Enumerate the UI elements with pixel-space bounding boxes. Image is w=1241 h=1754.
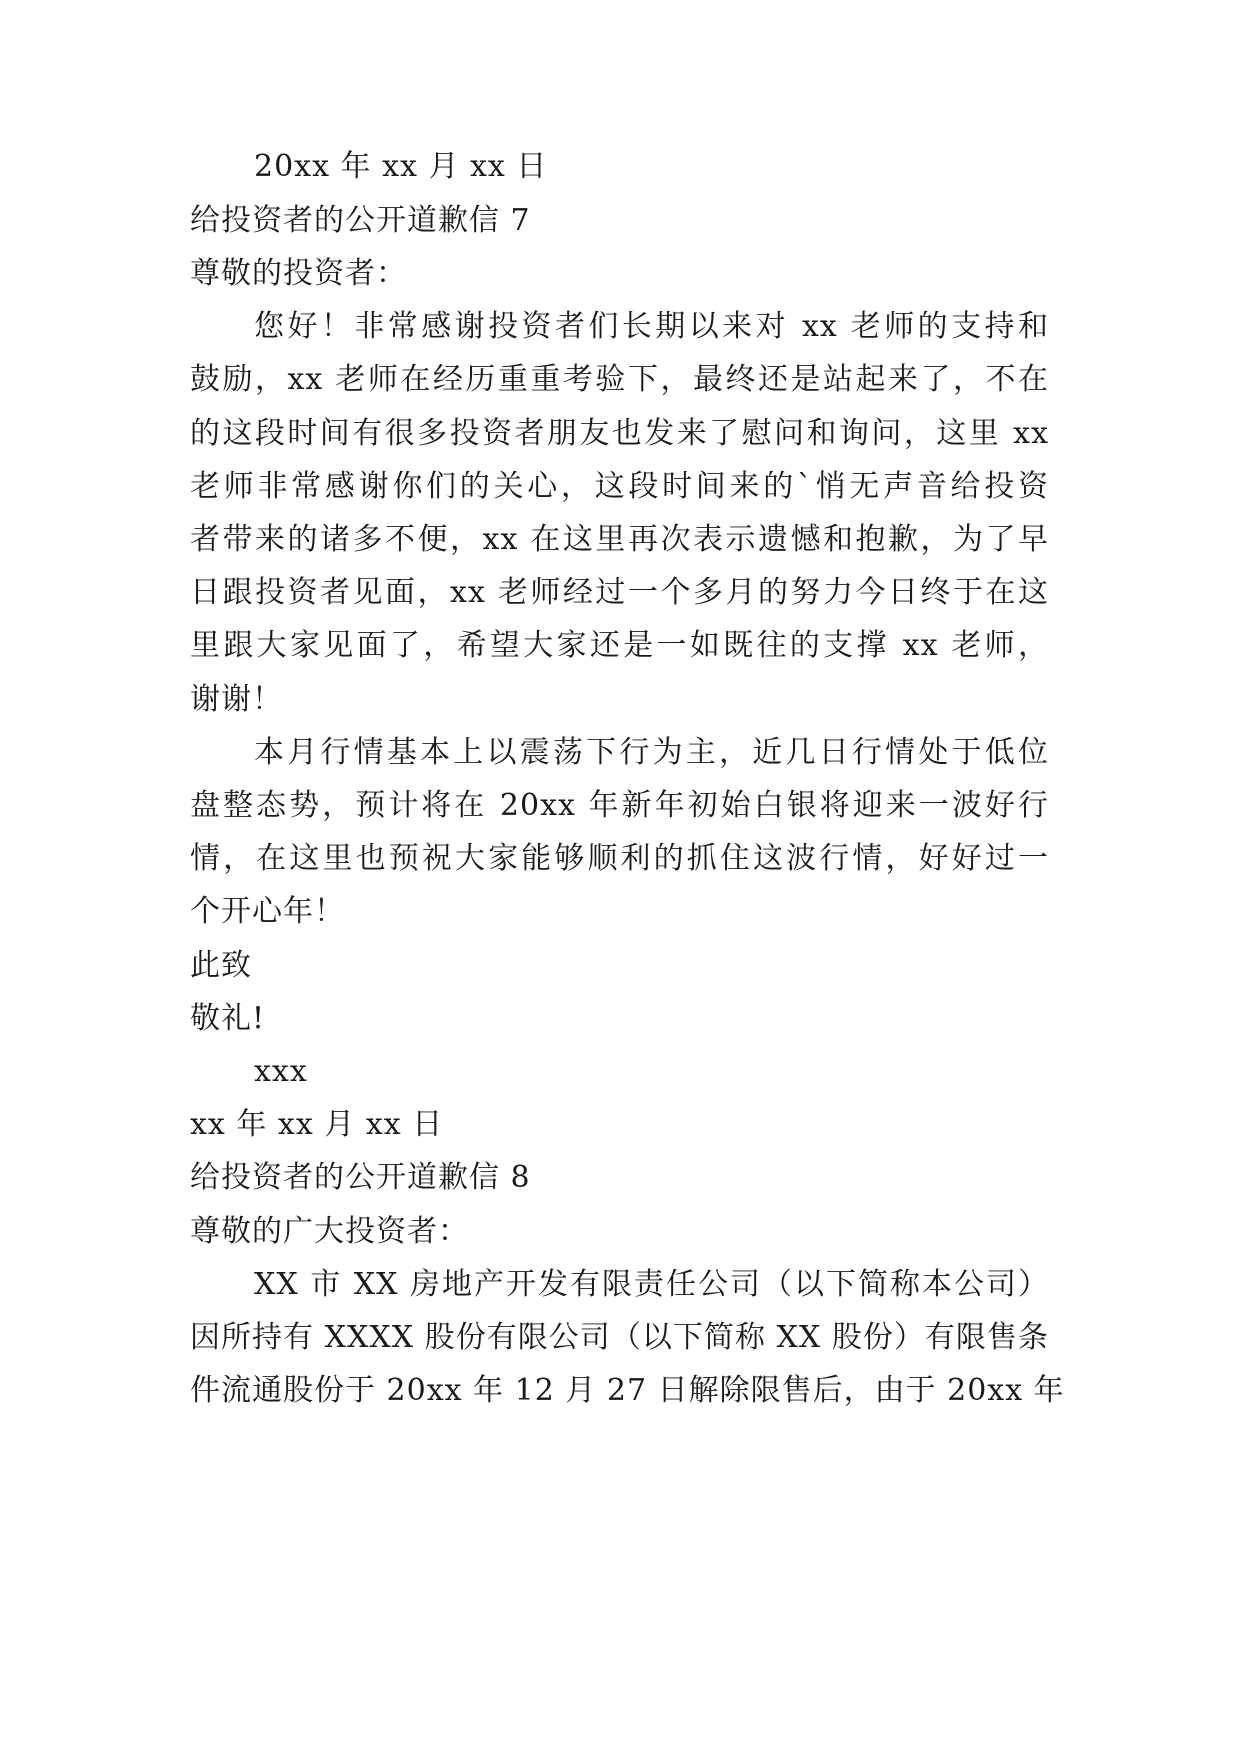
- paragraph-line: 件流通股份于 20xx 年 12 月 27 日解除限售后，由于 20xx 年: [190, 1373, 1065, 1408]
- paragraph-line: 您好！非常感谢投资者们长期以来对 xx 老师的支持和: [254, 309, 1049, 344]
- paragraph-line: 老师非常感谢你们的关心，这段时间来的`悄无声音给投资: [190, 469, 1049, 504]
- paragraph-line: 谢谢！: [190, 682, 283, 717]
- paragraph-line: 个开心年！: [190, 894, 345, 929]
- closing-regards: 敬礼!: [190, 1001, 266, 1036]
- salutation: 尊敬的广大投资者：: [190, 1214, 469, 1249]
- paragraph-line: 本月行情基本上以震荡下行为主，近几日行情处于低位: [254, 735, 1049, 770]
- letter-8-title: 给投资者的公开道歉信 8: [190, 1160, 531, 1195]
- paragraph-line: 的这段时间有很多投资者朋友也发来了慰问和询问，这里 xx: [190, 416, 1049, 451]
- paragraph-line: 日跟投资者见面，xx 老师经过一个多月的努力今日终于在这: [190, 575, 1049, 610]
- closing-line: 此致: [190, 948, 252, 983]
- signature: xxx: [254, 1054, 308, 1089]
- salutation: 尊敬的投资者：: [190, 256, 407, 291]
- paragraph-line: 盘整态势，预计将在 20xx 年新年初始白银将迎来一波好行: [190, 788, 1049, 823]
- paragraph-line: XX 市 XX 房地产开发有限责任公司（以下简称本公司）: [254, 1267, 1049, 1302]
- paragraph-line: 鼓励，xx 老师在经历重重考验下，最终还是站起来了，不在: [190, 362, 1049, 397]
- paragraph-line: 因所持有 XXXX 股份有限公司（以下简称 XX 股份）有限售条: [190, 1320, 1049, 1355]
- paragraph-line: 里跟大家见面了，希望大家还是一如既往的支撑 xx 老师，: [190, 628, 1049, 663]
- paragraph-line: 情，在这里也预祝大家能够顺利的抓住这波行情，好好过一: [190, 841, 1049, 876]
- paragraph-line: 者带来的诸多不便，xx 在这里再次表示遗憾和抱歉，为了早: [190, 522, 1049, 557]
- date-line: 20xx 年 xx 月 xx 日: [254, 149, 548, 184]
- date-line: xx 年 xx 月 xx 日: [190, 1107, 444, 1142]
- letter-7-title: 给投资者的公开道歉信 7: [190, 203, 531, 238]
